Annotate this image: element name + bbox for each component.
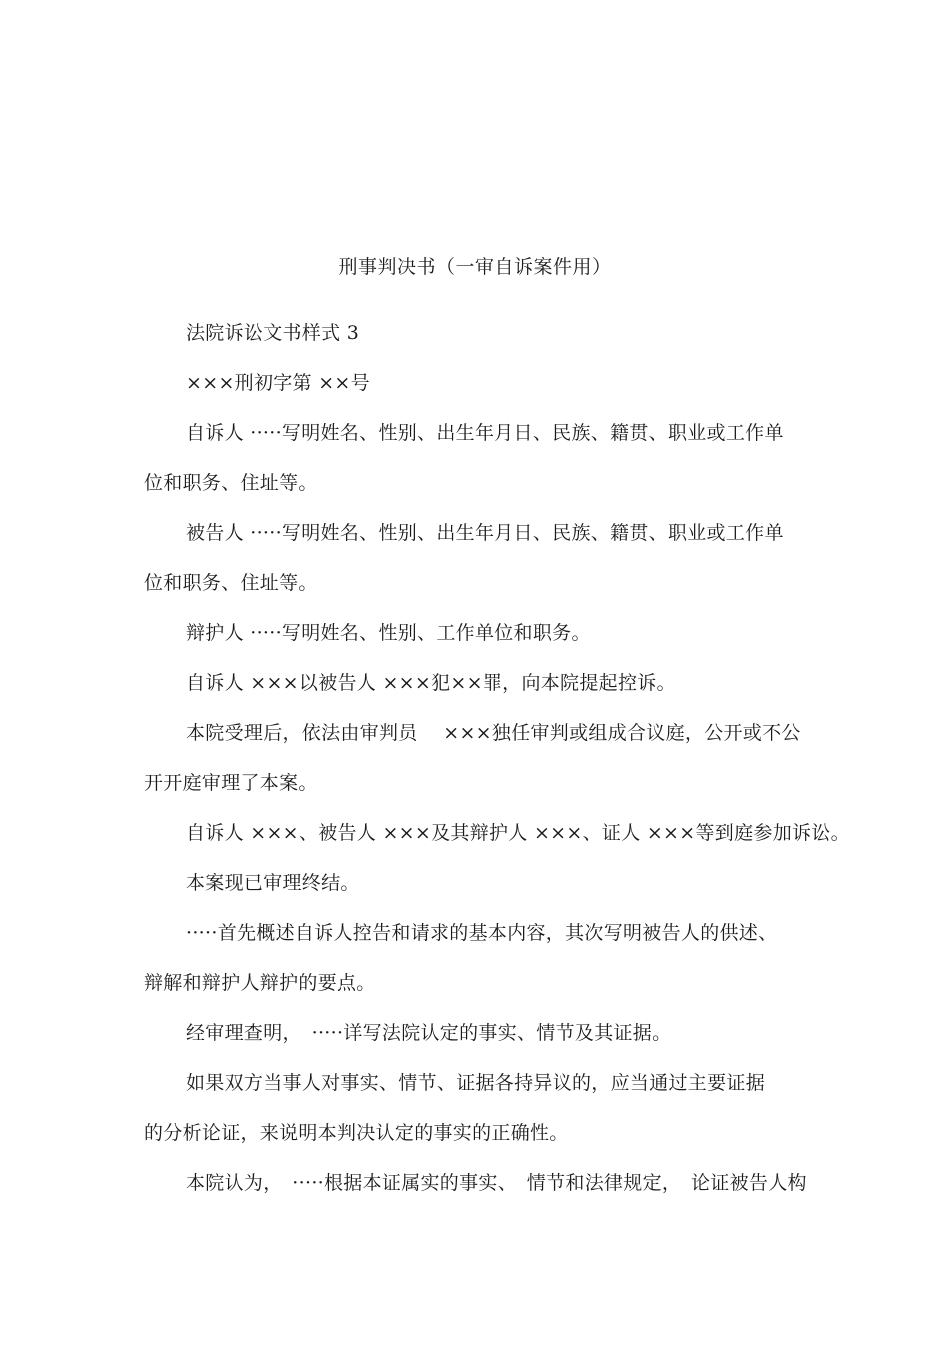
document-line: 法院诉讼文书样式 3: [186, 322, 360, 344]
document-line: 自诉人 ·····写明姓名、性别、出生年月日、民族、籍贯、职业或工作单: [186, 422, 784, 444]
document-line: 自诉人 ×××以被告人 ×××犯××罪，向本院提起控诉。: [186, 672, 676, 694]
document-line: 自诉人 ×××、被告人 ×××及其辩护人 ×××、证人 ×××等到庭参加诉讼。: [186, 822, 850, 844]
document-line: 的分析论证，来说明本判决认定的事实的正确性。: [144, 1122, 569, 1144]
document-line: 本院认为， ·····根据本证属实的事实、 情节和法律规定， 论证被告人构: [186, 1172, 807, 1194]
document-line: 本案现已审理终结。: [186, 872, 360, 894]
document-line: 位和职务、住址等。: [144, 472, 318, 494]
document-line: 开开庭审理了本案。: [144, 772, 318, 794]
document-line: ·····首先概述自诉人控告和请求的基本内容，其次写明被告人的供述、: [186, 922, 778, 944]
document-line: ×××刑初字第 ××号: [186, 372, 370, 394]
document-line: 辩解和辩护人辩护的要点。: [144, 972, 376, 994]
document-line: 经审理查明， ·····详写法院认定的事实、情节及其证据。: [186, 1022, 672, 1044]
document-title: 刑事判决书（一审自诉案件用）: [338, 256, 612, 278]
document-line: 位和职务、住址等。: [144, 572, 318, 594]
document-line: 被告人 ·····写明姓名、性别、出生年月日、民族、籍贯、职业或工作单: [186, 522, 784, 544]
document-line: 本院受理后，依法由审判员 ×××独任审判或组成合议庭，公开或不公: [186, 722, 801, 744]
document-line: 如果双方当事人对事实、情节、证据各持异议的，应当通过主要证据: [186, 1072, 766, 1094]
document-line: 辩护人 ·····写明姓名、性别、工作单位和职务。: [186, 622, 591, 644]
